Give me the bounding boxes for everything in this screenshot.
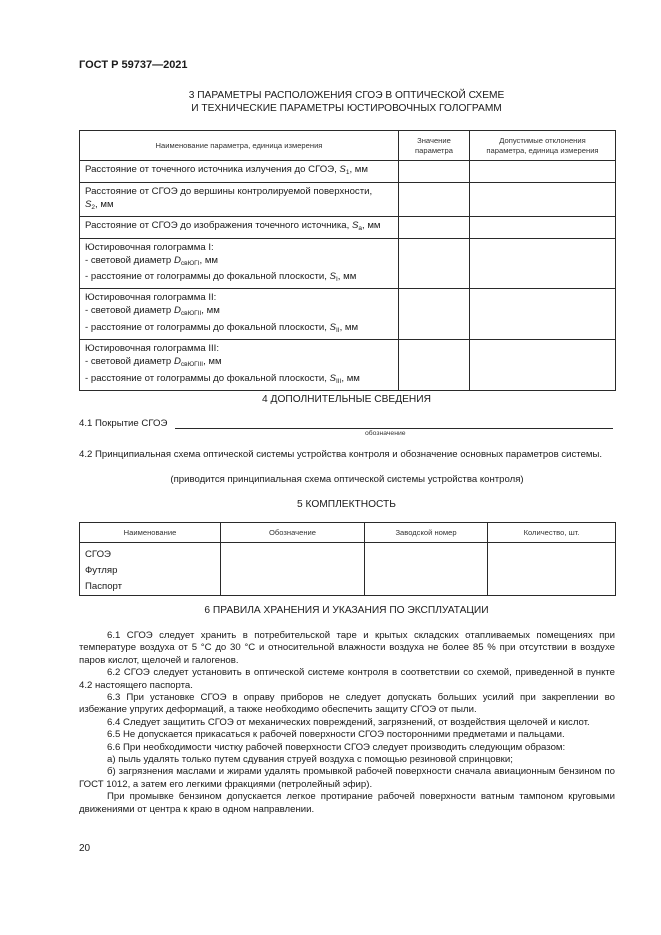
storage-paragraph: 6.1 СГОЭ следует хранить в потребительской таре и крытых складских отапливаемых помещениях при температуре воздуха от 5 °С до 30 °С и относительной влажности воздуха не более 85 % при отсутствии в воздухе паров кислот, щелочей и галогенов. [79, 630, 615, 666]
tolerance-cell[interactable] [470, 289, 616, 340]
value-cell[interactable] [399, 217, 470, 238]
param-sub: свЮГIII [180, 361, 204, 369]
col-tolerance [470, 131, 616, 161]
param-unit: , мм [199, 254, 219, 266]
param-var: S [351, 220, 359, 232]
completeness-table-header [80, 523, 616, 543]
items-cell [80, 543, 221, 596]
hologram-focal-distance [85, 321, 394, 337]
table-row [80, 238, 616, 289]
hologram-diameter [85, 355, 394, 371]
value-cell[interactable] [399, 289, 470, 340]
section6-title: 6 ПРАВИЛА ХРАНЕНИЯ И УКАЗАНИЯ ПО ЭКСПЛУАТАЦИИ [204, 605, 489, 616]
table-row [80, 217, 616, 238]
param-sub: III [335, 377, 342, 385]
value-cell[interactable] [399, 340, 470, 391]
coating-input-line[interactable] [175, 428, 613, 429]
no-touch-paragraph: 6.5 Не допускается прикасаться к рабочей поверхности СГОЭ посторонними предметами и пальцами. [107, 729, 565, 741]
param-text: - световой диаметр [85, 254, 174, 266]
param-image-distance [80, 217, 399, 238]
list-item: Футляр [85, 565, 118, 576]
param-unit: , мм [341, 372, 360, 384]
section3-title-line1: 3 ПАРАМЕТРЫ РАСПОЛОЖЕНИЯ СГОЭ В ОПТИЧЕСКОЙ СХЕМЕ [188, 90, 505, 101]
table-row [80, 289, 616, 340]
param-sub: I [335, 276, 338, 284]
wiping-paragraph: При промывке бензином допускается легкое протирание рабочей поверхности ватным тампоном круговыми движениями от центра к краю в одном направлении. [79, 791, 615, 815]
hologram-focal-distance [85, 270, 394, 286]
parameters-table [79, 130, 616, 391]
hologram-title: Юстировочная голограмма II: [85, 292, 217, 304]
section5-title: 5 КОМПЛЕКТНОСТЬ [297, 499, 396, 510]
param-sub: 2 [91, 204, 96, 212]
param-unit: , мм [339, 321, 359, 333]
list-item: СГОЭ [85, 549, 111, 560]
tolerance-cell[interactable] [470, 217, 616, 238]
param-unit: , мм [203, 356, 222, 368]
param-sub: 1 [345, 169, 350, 176]
param-var: D [173, 356, 181, 368]
param-sub: свЮГII [180, 310, 202, 318]
document-id: ГОСТ Р 59737—2021 [79, 59, 188, 71]
table-row [80, 543, 616, 596]
param-text: - световой диаметр [85, 305, 174, 317]
param-unit: , мм [201, 305, 220, 317]
designation-cell[interactable] [221, 543, 365, 596]
page-number: 20 [79, 843, 91, 854]
hologram-focal-distance [85, 372, 394, 388]
value-cell[interactable] [399, 183, 470, 217]
param-unit: , мм [361, 220, 381, 232]
param-var: D [173, 305, 181, 317]
param-text: - расстояние от голограммы до фокальной плоскости, [85, 372, 330, 384]
table-row [80, 161, 616, 183]
hologram-title: Юстировочная голограмма III: [85, 343, 219, 355]
param-var: S [85, 199, 92, 211]
param-var: S [329, 271, 336, 283]
param-vertex-distance [80, 183, 399, 217]
col-value-line1: Значение [417, 136, 451, 145]
param-sub: свЮГI [180, 259, 200, 267]
col-parameter-name: Наименование параметра, единица измерения [80, 131, 399, 161]
cleaning-paragraph: 6.6 При необходимости чистку рабочей поверхности СГОЭ следует производить следующим образом: [107, 741, 566, 753]
table-row [80, 183, 616, 217]
col-value-line2: параметра [415, 145, 453, 155]
tolerance-cell[interactable] [470, 340, 616, 391]
param-var: S [329, 372, 336, 384]
completeness-table [79, 522, 616, 596]
col-parameter-value [399, 131, 470, 161]
param-text: - расстояние от голограммы до фокальной плоскости, [85, 271, 330, 283]
param-sub: II [335, 326, 340, 334]
serial-number-cell[interactable] [365, 543, 488, 596]
col-tolerance-line1: Допустимые отклонения [499, 136, 586, 145]
coating-caption: обозначение [365, 430, 406, 437]
scheme-paragraph: 4.2 Принципиальная схема оптической системы устройства контроля и обозначение основных параметров системы. [79, 449, 603, 460]
value-cell[interactable] [399, 238, 470, 289]
quantity-cell[interactable] [488, 543, 616, 596]
hologram-2-params [80, 289, 399, 340]
scheme-placeholder: (приводится принципиальная схема оптической системы устройства контроля) [170, 474, 524, 485]
cleaning-step-a: а) пыль удалять только путем сдувания струей воздуха с помощью резиновой спринцовки; [107, 754, 513, 766]
tolerance-cell[interactable] [470, 161, 616, 183]
section4-title: 4 ДОПОЛНИТЕЛЬНЫЕ СВЕДЕНИЯ [262, 394, 431, 405]
hologram-title: Юстировочная голограмма I: [85, 241, 214, 253]
list-item: Паспорт [85, 581, 123, 592]
mounting-paragraph: 6.3 При установке СГОЭ в оправу приборов не следует допускать больших усилий при закреплении во избежание упругих деформаций, а также необходимо обеспечить защиту СГОЭ от пыли. [79, 692, 615, 716]
param-text: Расстояние от точечного источника излучения до СГОЭ, [85, 164, 340, 175]
coating-label: 4.1 Покрытие СГОЭ [79, 418, 168, 429]
param-var: S [329, 321, 336, 333]
param-unit: , мм [95, 199, 114, 211]
col-quantity: Количество, шт. [488, 523, 616, 543]
param-text: - расстояние от голограммы до фокальной плоскости, [85, 321, 330, 333]
value-cell[interactable] [399, 161, 470, 183]
param-var: D [173, 254, 181, 266]
tolerance-cell[interactable] [470, 183, 616, 217]
protection-paragraph: 6.4 Следует защитить СГОЭ от механических повреждений, загрязнений, от воздействия щелочей и кислот. [107, 716, 590, 728]
hologram-1-params [80, 238, 399, 289]
cleaning-step-b: б) загрязнения маслами и жирами удалять промывкой рабочей поверхности сначала авиационным бензином по ГОСТ 1012, а затем его легкими фракциями (петролейный эфир). [79, 766, 615, 790]
param-source-distance [80, 161, 399, 183]
hologram-diameter [85, 304, 394, 320]
param-text: - световой диаметр [85, 356, 174, 368]
hologram-diameter [85, 254, 394, 270]
param-text: Расстояние от СГОЭ до вершины контролируемой поверхности, [85, 186, 373, 197]
tolerance-cell[interactable] [470, 238, 616, 289]
param-sub: a [358, 225, 362, 233]
col-designation: Обозначение [221, 523, 365, 543]
param-unit: , мм [349, 164, 368, 175]
col-item-name: Наименование [80, 523, 221, 543]
section6-body [79, 630, 615, 816]
table-row [80, 340, 616, 391]
param-text: Расстояние от СГОЭ до изображения точечного источника, [85, 220, 352, 232]
param-var: S [339, 164, 346, 175]
section3-title [79, 89, 614, 115]
col-serial-number: Заводской номер [365, 523, 488, 543]
installation-paragraph: 6.2 СГОЭ следует установить в оптической системе контроля в соответствии со схемой, приведенной в пункте 4.2 настоящего паспорта. [79, 667, 615, 691]
param-unit: , мм [337, 271, 357, 283]
parameters-table-header [80, 131, 616, 161]
section3-title-line2: И ТЕХНИЧЕСКИЕ ПАРАМЕТРЫ ЮСТИРОВОЧНЫХ ГОЛОГРАММ [191, 103, 502, 114]
col-tolerance-line2: параметра, единица измерения [486, 145, 599, 155]
hologram-3-params [80, 340, 399, 391]
